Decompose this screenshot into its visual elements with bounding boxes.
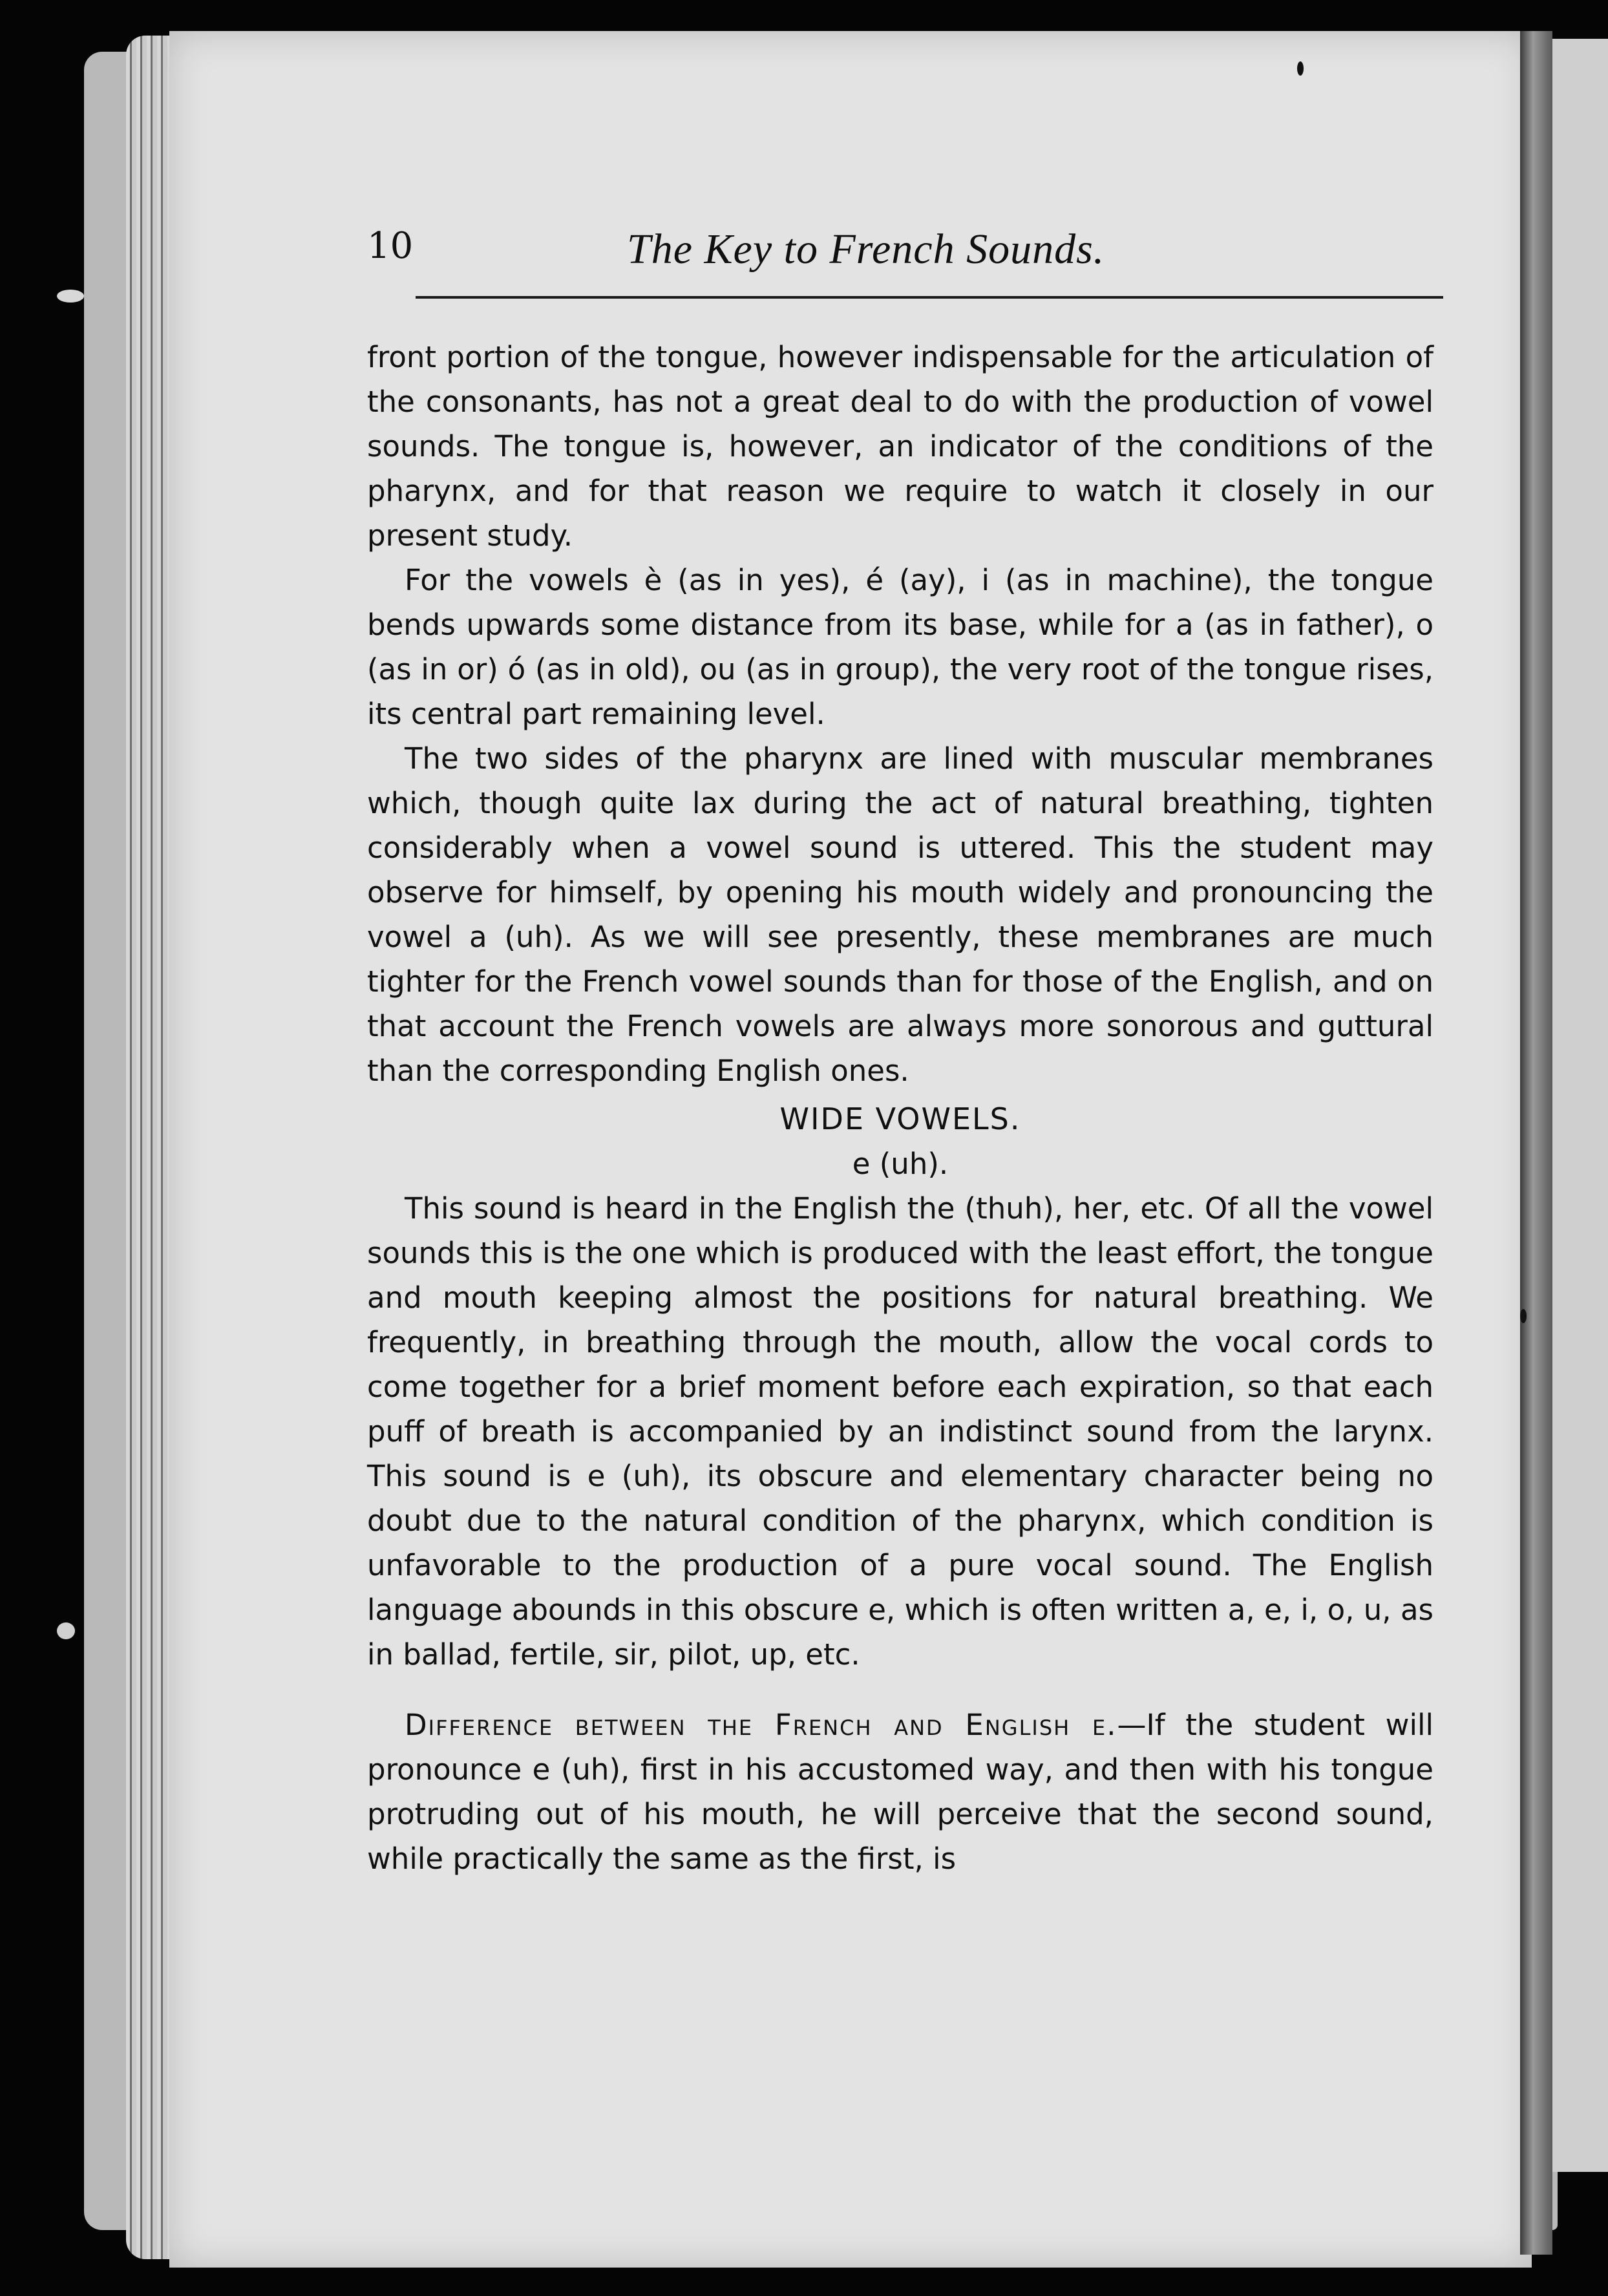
paragraph-pharynx: The two sides of the pharynx are lined with muscular membranes which, though quite lax during the act of natural breathing, tighten considerably when a vowel sound is uttered. This the student may observe for himself, by opening his mouth widely and pronouncing the vowel a (uh). As we will see presently, these membranes are much tighter for the French vowel sounds than for those of the English, and on that account the French vowels are always more sonorous and guttural than the corresponding English ones. xyxy=(367,741,1433,1088)
section-subheading: e (uh). xyxy=(852,1147,949,1181)
facing-page-edge xyxy=(1552,39,1608,2172)
difference-text: —If the student will pronounce e (uh), first in his accustomed way, and then with his tongue protruding out of his mouth, he will perceive that the second sound, while practically the same as the first, is xyxy=(367,1708,1433,1876)
paragraph-continued: front portion of the tongue, however indispensable for the articulation of the consonants, has not a great deal to do with the production of vowel sounds. The tongue is, however, an indicator of the conditions of the pharynx, and for that reason we require to watch it closely in our present study. xyxy=(367,340,1433,553)
paragraph-e-uh: This sound is heard in the English the (thuh), her, etc. Of all the vowel sounds this is the one which is produced with the least effort, the tongue and mouth keeping almost the positions for natural breathing. We frequently, in breathing through the mouth, allow the vocal cords to come together for a brief moment before each expiration, so that each puff of breath is accompanied by an indistinct sound from the larynx. This sound is e (uh), its obscure and elementary character being no doubt due to the natural condition of the pharynx, which condition is unfavorable to the production of a pure vocal sound. The English language abounds in this obscure e, which is often written a, e, i, o, u, as in ballad, fertile, sir, pilot, up, etc. xyxy=(367,1191,1433,1672)
spacer xyxy=(367,1677,1433,1703)
running-head xyxy=(367,220,1433,278)
book-gutter xyxy=(1520,31,1552,2255)
header-rule xyxy=(416,296,1443,299)
ink-speck xyxy=(1520,1309,1527,1323)
difference-lead: Difference between the French and English e. xyxy=(405,1708,1117,1742)
paragraph-difference xyxy=(367,1703,1433,1881)
page-number: 10 xyxy=(367,225,414,267)
section-heading: WIDE VOWELS. xyxy=(779,1101,1021,1136)
body-text xyxy=(367,335,1433,1881)
running-title: The Key to French Sounds. xyxy=(627,226,1105,273)
paragraph-vowel-positions: For the vowels è (as in yes), é (ay), i (as in machine), the tongue bends upwards some distance from its base, while for a (as in father), o (as in or) ó (as in old), ou (as in group), the very root of the tongue rises, its central part remaining level. xyxy=(367,563,1433,731)
dust-speck xyxy=(57,1622,75,1639)
dust-speck xyxy=(57,290,84,303)
page-content xyxy=(367,220,1433,1881)
ink-speck xyxy=(1297,61,1304,76)
